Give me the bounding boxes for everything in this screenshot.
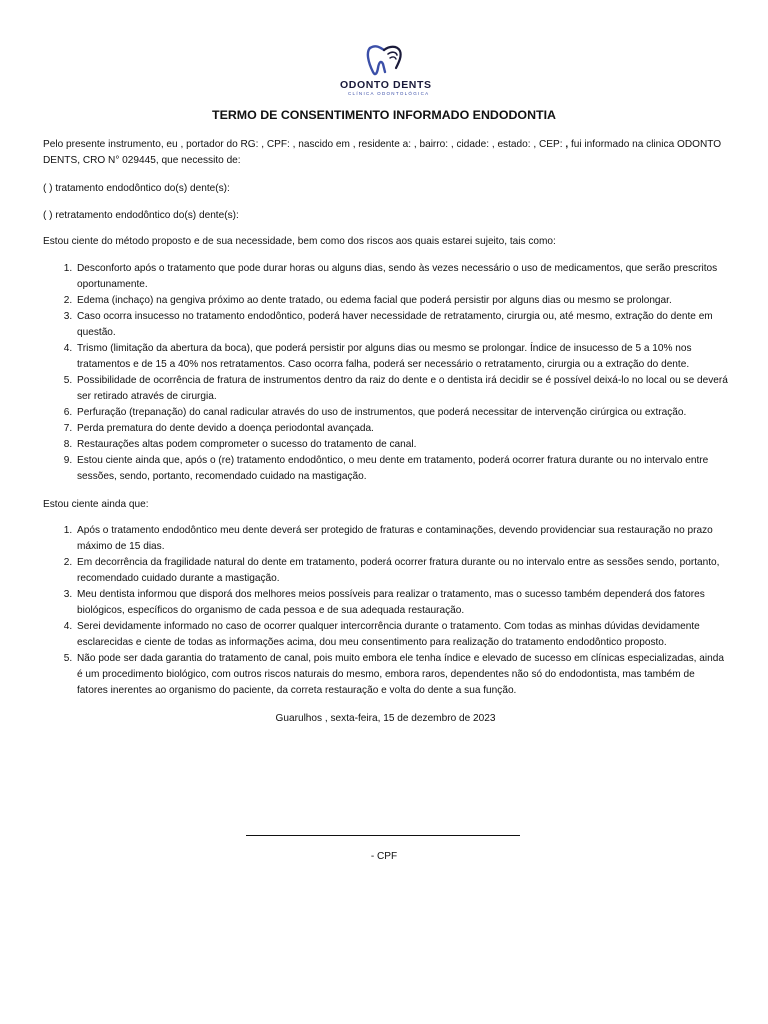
list-item: 7. Perda prematura do dente devido a doença periodontal avançada. xyxy=(75,421,728,437)
list-item: 2. Edema (inchaço) na gengiva próximo ao dente tratado, ou edema facial que poderá persistir por alguns dias ou mesmo se prolongar. xyxy=(75,293,728,309)
list-item: 4. Trismo (limitação da abertura da boca), que poderá persistir por alguns dias ou mesmo se prolongar. Índice de insucesso de 5 a 10% nos tratamentos e de 15 a 40% nos retratamentos. Caso ocorra falha, poderá ser necessário o retratamento, cirurgia ou a extração do dente. xyxy=(75,341,728,373)
aware-heading: Estou ciente ainda que: xyxy=(43,499,149,510)
intro-bold-comma: , xyxy=(565,139,569,150)
date-line: Guarulhos , sexta-feira, 15 de dezembro de 2023 xyxy=(275,713,496,724)
option-retreatment: ( ) retratamento endodôntico do(s) dente(s): xyxy=(43,210,239,221)
list-item: 8. Restaurações altas podem comprometer o sucesso do tratamento de canal. xyxy=(75,437,728,453)
intro-text-a: Pelo presente instrumento, eu , portador do RG: , CPF: , nascido em , residente a: , bairro: , cidade: , estado: , CEP: xyxy=(43,139,566,150)
tooth-logo-icon xyxy=(364,42,404,78)
option-treatment: ( ) tratamento endodôntico do(s) dente(s): xyxy=(43,183,230,194)
document-title: TERMO DE CONSENTIMENTO INFORMADO ENDODONTIA xyxy=(212,108,556,122)
list-item: 5. Não pode ser dada garantia do tratamento de canal, pois muito embora ele tenha índice e elevado de sucesso em clínicas especializadas, ainda é um procedimento biológico, com outros riscos naturais do mesmo, embora raros, dependentes não só do endodontista, mas também de fatores inerentes ao organismo do paciente, da correta restauração e volta do dente a sua função. xyxy=(75,651,728,699)
list-item: 1. Desconforto após o tratamento que pode durar horas ou alguns dias, sendo às vezes necessário o uso de medicamentos, que serão prescritos oportunamente. xyxy=(75,261,728,293)
list-item: 6. Perfuração (trepanação) do canal radicular através do uso de instrumentos, que poderá necessitar de intervenção cirúrgica ou extração. xyxy=(75,405,728,421)
list-item: 2. Em decorrência da fragilidade natural do dente em tratamento, poderá ocorrer fratura durante ou no intervalo entre as sessões sendo, portanto, recomendado cuidado durante a mastigação. xyxy=(75,555,728,587)
signature-label: - CPF xyxy=(370,851,398,862)
list-item: 1. Após o tratamento endodôntico meu dente deverá ser protegido de fraturas e contaminações, devendo providenciar sua restauração no prazo máximo de 15 dias. xyxy=(75,523,728,555)
list-item: 9. Estou ciente ainda que, após o (re) tratamento endodôntico, o meu dente em tratamento, poderá ocorrer fratura durante ou no intervalo entre sessões, sendo, portanto, recomendado cuidado na mastigação. xyxy=(75,453,728,485)
intro-paragraph xyxy=(43,137,728,169)
document-body xyxy=(43,137,728,727)
list-item: 3. Meu dentista informou que disporá dos melhores meios possíveis para realizar o tratamento, mas o sucesso também dependerá dos fatores biológicos, específicos do organismo de cada pessoa e de sua adequada restauração. xyxy=(75,587,728,619)
list-item: 3. Caso ocorra insucesso no tratamento endodôntico, poderá haver necessidade de retratamento, cirurgia ou, até mesmo, extração do dente em questão. xyxy=(75,309,728,341)
risks-heading: Estou ciente do método proposto e de sua necessidade, bem como dos riscos aos quais estarei sujeito, tais como: xyxy=(43,236,556,247)
list-item: 5. Possibilidade de ocorrência de fratura de instrumentos dentro da raiz do dente e o dentista irá decidir se é possível deixá-lo no local ou se deverá ser retirado através de cirurgia. xyxy=(75,373,728,405)
logo-name: ODONTO DENTS xyxy=(340,79,432,91)
logo-tagline: CLÍNICA ODONTOLÓGICA xyxy=(348,91,430,96)
aware-list xyxy=(43,523,728,699)
list-item: 4. Serei devidamente informado no caso de ocorrer qualquer intercorrência durante o tratamento. Com todas as minhas dúvidas devidamente esclarecidas e ciente de todas as informações acima, dou meu consentimento para realização do tratamento endodôntico proposto. xyxy=(75,619,728,651)
intro-text-b: fui informado na clinica ODONTO DENTS, CRO N° 029445, que necessito de: xyxy=(43,139,722,166)
clinic-logo xyxy=(334,42,438,100)
risks-list xyxy=(43,261,728,485)
signature-line xyxy=(246,835,520,836)
